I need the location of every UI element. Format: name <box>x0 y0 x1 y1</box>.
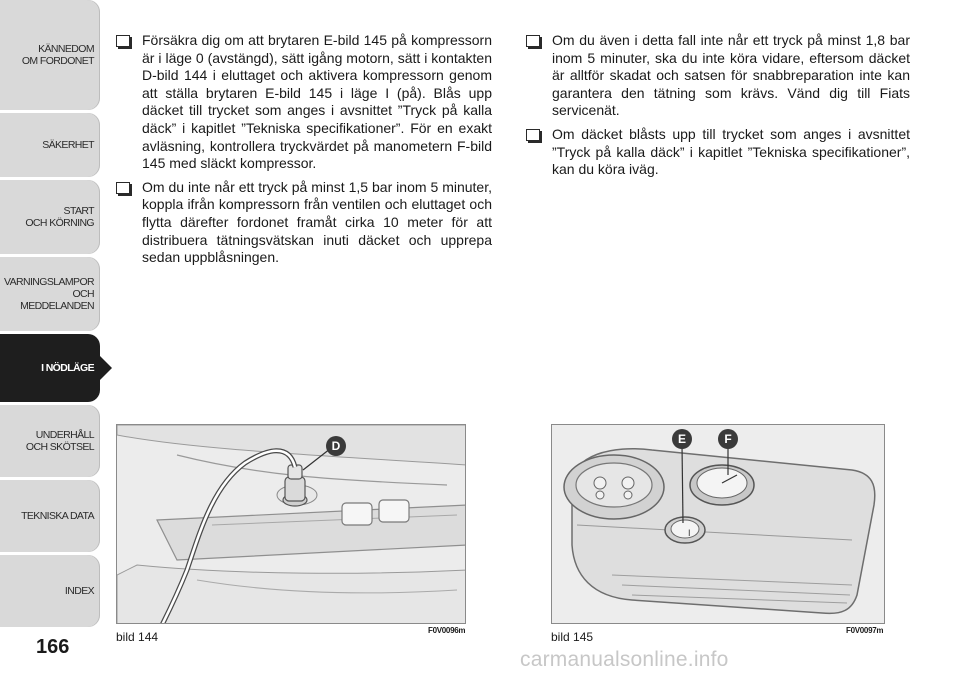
tab-label: START OCH KÖRNING <box>25 205 94 229</box>
tab-label: UNDERHÅLL OCH SKÖTSEL <box>25 429 94 453</box>
tab-underhall-och-skotsel[interactable] <box>0 405 100 477</box>
left-text-column <box>116 32 492 273</box>
tab-start-och-korning[interactable] <box>0 180 100 254</box>
marker-e <box>672 429 692 449</box>
marker-label: F <box>724 432 732 446</box>
marker-label: E <box>677 432 686 446</box>
list-item <box>116 32 492 173</box>
marker-f <box>718 429 738 449</box>
tab-label: I NÖDLÄGE <box>41 362 94 374</box>
marker-d <box>326 436 346 456</box>
tab-label: INDEX <box>64 585 94 597</box>
tab-varningslampor[interactable] <box>0 257 100 331</box>
figure-code: F0V0096m <box>428 626 466 635</box>
tab-kannedom-om-fordonet[interactable] <box>0 0 100 110</box>
checkbox-bullet-icon <box>116 182 130 194</box>
list-item <box>526 126 910 179</box>
switch-position-label: I <box>688 528 691 538</box>
figure-144-power-socket <box>116 424 466 624</box>
paragraph: Om däcket blåsts upp till trycket som anges i avsnittet ”Tryck på kalla däck” i kapitlet ”Tekniska specifikationer”, kan du köra iväg. <box>552 125 910 178</box>
checkbox-bullet-icon <box>526 129 540 141</box>
checkbox-bullet-icon <box>116 35 130 47</box>
paragraph: Försäkra dig om att brytaren E-bild 145 på kompressorn är i läge 0 (avstängd), sätt igång motorn, sätt i kontakten D-bild 144 i eluttaget och aktivera kompressorn genom att ställa brytaren E-bild 145 i läge I (på). Blås upp däcket till trycket som anges i avsnittet ”Tryck på kalla däck” i kapitlet ”Tekniska specifikationer”. För en exakt avläsning, kontrollera tryckvärdet på manometern F-bild 145 med släckt kompressor. <box>142 32 492 172</box>
tab-label: KÄNNEDOM OM FORDONET <box>21 43 94 67</box>
figure-caption: bild 145 <box>551 630 594 644</box>
paragraph: Om du även i detta fall inte når ett tryck på minst 1,8 bar inom 5 minuter, ska du inte köra vidare, eftersom däcket är alltför skadat och satsen för snabbreparation inte kan garantera den tätning som krävs. Vänd dig till Fiats servicenät. <box>552 32 910 119</box>
list-item <box>116 179 492 267</box>
page-number: 166 <box>36 636 70 658</box>
marker-label: D <box>331 439 341 453</box>
tab-label: TEKNISKA DATA <box>21 510 94 522</box>
chapter-sidebar <box>0 0 102 677</box>
watermark: carmanualsonline.info <box>520 648 729 671</box>
right-text-column <box>526 32 910 185</box>
tab-tekniska-data[interactable] <box>0 480 100 552</box>
figure-145-compressor <box>551 424 885 624</box>
figure-caption: bild 144 <box>116 630 159 644</box>
tab-index[interactable] <box>0 555 100 627</box>
tab-sakerhet[interactable] <box>0 113 100 177</box>
compressor-illustration <box>552 425 885 624</box>
tab-label: SÄKERHET <box>42 139 94 151</box>
tab-i-nodlage[interactable] <box>0 334 100 402</box>
paragraph: Om du inte når ett tryck på minst 1,5 bar inom 5 minuter, koppla ifrån kompressorn från ventilen och eluttaget och flytta därefter fordonet framåt cirka 10 meter för att distribuera tätningsvätskan inuti däcket och upprepa sedan uppblåsningen. <box>142 178 492 266</box>
list-item <box>526 32 910 120</box>
figure-code: F0V0097m <box>846 626 884 635</box>
socket-illustration <box>117 425 466 624</box>
tab-label: VARNINGSLAMPOR OCH MEDDELANDEN <box>3 276 94 312</box>
checkbox-bullet-icon <box>526 35 540 47</box>
